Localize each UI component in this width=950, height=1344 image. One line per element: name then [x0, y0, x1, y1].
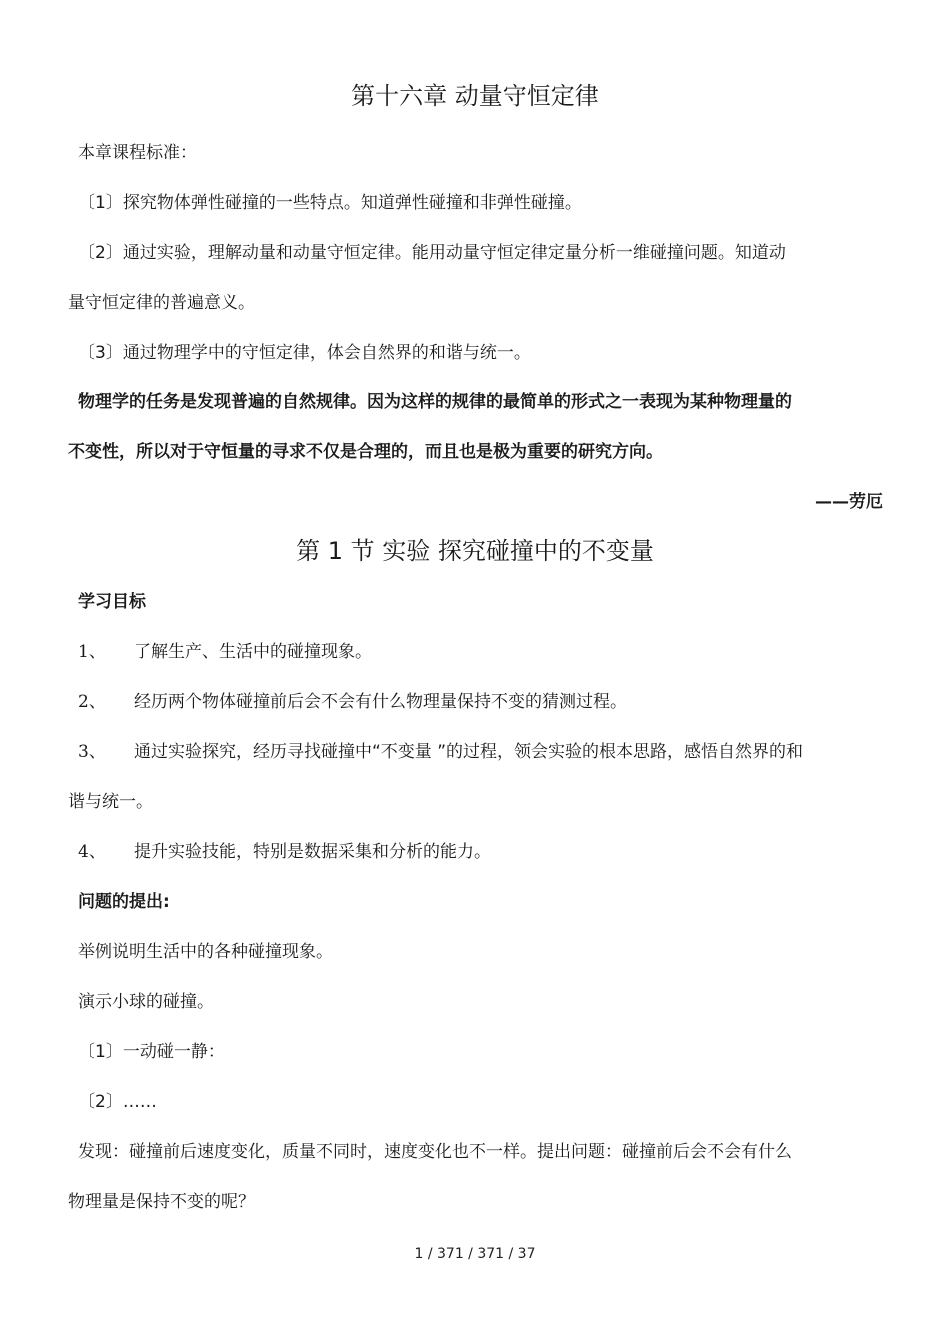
- problem-heading: 问题的提出:: [78, 892, 170, 912]
- goal-number: 4、: [78, 842, 106, 862]
- page-footer: 1 / 371 / 371 / 37: [414, 1246, 536, 1262]
- problem-line-6: 物理量是保持不变的呢？: [68, 1192, 255, 1212]
- goal-number: 3、: [78, 742, 106, 762]
- section-title: 第 1 节 实验 探究碰撞中的不变量: [296, 537, 654, 565]
- goal-item-2: [78, 690, 894, 714]
- goal-item-3: [78, 740, 894, 764]
- standard-item-2-cont: 量守恒定律的普遍意义。: [68, 293, 255, 313]
- goal-number: 2、: [78, 692, 106, 712]
- problem-line-1: 举例说明生活中的各种碰撞现象。: [78, 942, 333, 962]
- goal-number: 1、: [78, 642, 106, 662]
- goal-text: 经历两个物体碰撞前后会不会有什么物理量保持不变的猜测过程。: [134, 692, 627, 712]
- standard-item-2: 〔2〕通过实验，理解动量和动量守恒定律。能用动量守恒定律定量分析一维碰撞问题。知道动: [78, 243, 786, 263]
- problem-line-2: 演示小球的碰撞。: [78, 992, 214, 1012]
- goal-text: 提升实验技能，特别是数据采集和分析的能力。: [134, 842, 491, 862]
- quote-author: ——劳厄: [815, 492, 883, 512]
- problem-line-5: 发现：碰撞前后速度变化，质量不同时，速度变化也不一样。提出问题：碰撞前后会不会有什么: [78, 1142, 792, 1162]
- quote-line-2: 不变性，所以对于守恒量的寻求不仅是合理的，而且也是极为重要的研究方向。: [68, 442, 663, 462]
- goal-text: 通过实验探究，经历寻找碰撞中“不变量 ”的过程，领会实验的根本思路，感悟自然界的和: [134, 742, 804, 762]
- standard-label: 本章课程标准：: [78, 143, 197, 163]
- standard-item-1: 〔1〕探究物体弹性碰撞的一些特点。知道弹性碰撞和非弹性碰撞。: [78, 193, 582, 213]
- chapter-title: 第十六章 动量守恒定律: [351, 82, 599, 110]
- goal-text: 了解生产、生活中的碰撞现象。: [134, 642, 372, 662]
- standard-item-3: 〔3〕通过物理学中的守恒定律，体会自然界的和谐与统一。: [78, 343, 531, 363]
- problem-line-3: 〔1〕一动碰一静：: [78, 1042, 225, 1062]
- goal-item-3-cont: 谐与统一。: [68, 792, 153, 812]
- goal-item-1: [78, 640, 894, 664]
- quote-line-1: 物理学的任务是发现普遍的自然规律。因为这样的规律的最简单的形式之一表现为某种物理量的: [78, 392, 792, 412]
- goals-heading: 学习目标: [78, 592, 146, 612]
- goal-item-4: [78, 840, 894, 864]
- problem-line-4: 〔2〕……: [78, 1092, 157, 1112]
